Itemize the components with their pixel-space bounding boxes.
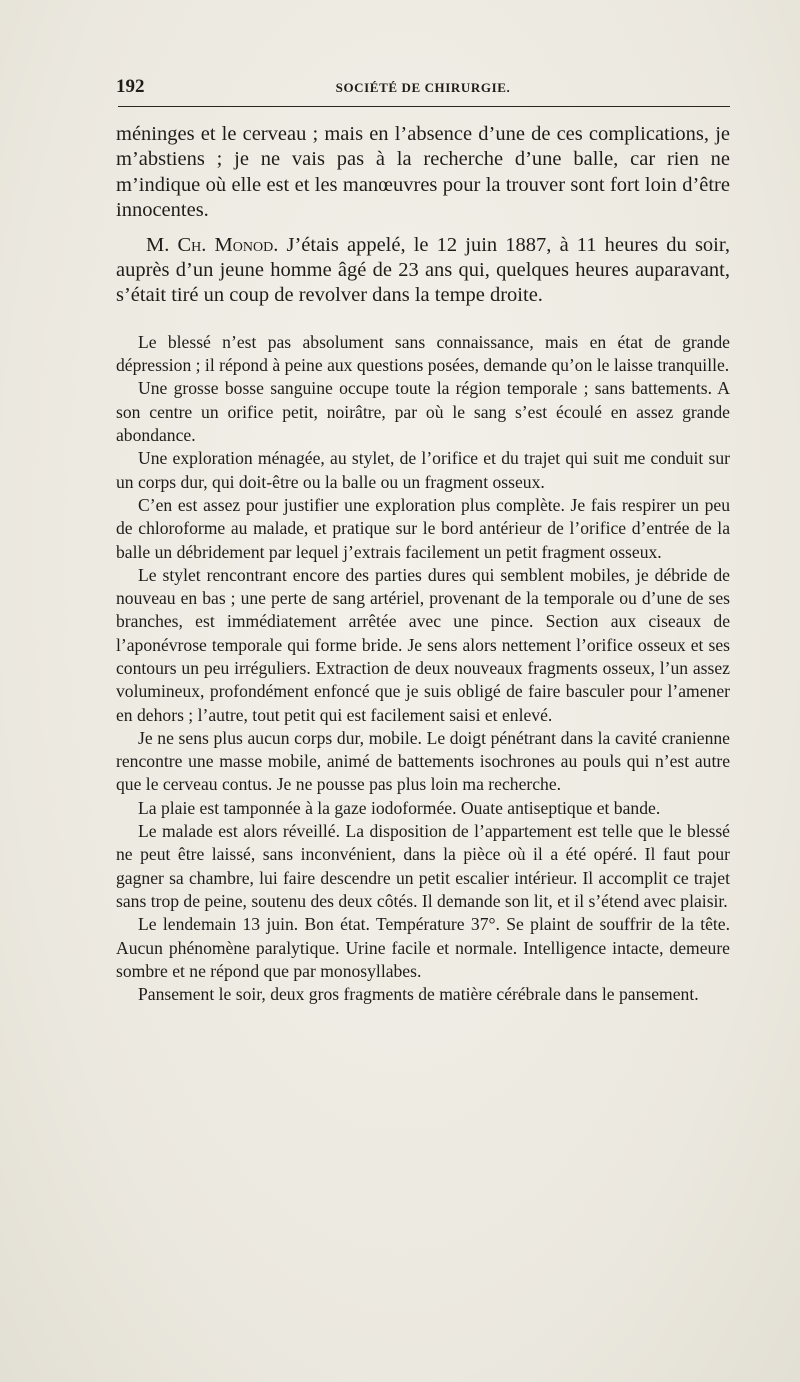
paragraph: Je ne sens plus aucun corps dur, mobile. Le doigt pénétrant dans la cavité cranienne rencontre une masse mobile, animé de battements isochrones au pouls qui n’est autre que le cerveau contus. Je ne pousse pas plus loin ma recherche. <box>116 727 730 795</box>
paragraph: La plaie est tamponnée à la gaze iodoformée. Ouate antiseptique et bande. <box>138 797 661 818</box>
paragraph: Le stylet rencontrant encore des parties dures qui semblent mobiles, je débride de nouveau en bas ; une perte de sang artériel, provenant de la temporale ou d’une de ses branches, est immédiatement arrêtée avec une pince. Section aux ciseaux de l’aponévrose temporale qui forme bride. Je sens alors nettement l’orifice osseux et ses contours un peu irréguliers. Extraction de deux nouveaux fragments osseux, l’un assez volumineux, profondément enfoncé que je suis obligé de faire basculer pour l’amener en dehors ; l’autre, tout petit qui est facilement saisi et enlevé. <box>116 564 730 725</box>
paragraph: Le malade est alors réveillé. La disposition de l’appartement est telle que le blessé ne peut être laissé, sans inconvénient, dans la pièce où il a été opéré. Il faut pour gagner sa chambre, lui faire descendre un petit escalier intérieur. Il accomplit ce trajet sans trop de peine, soutenu des deux côtés. Il demande son lit, et il s’étend avec plaisir. <box>116 821 730 911</box>
paragraph: Pansement le soir, deux gros fragments de matière cérébrale dans le pansement. <box>138 984 699 1005</box>
speaker-paragraph <box>116 233 730 309</box>
small-text-block <box>116 331 730 1007</box>
paragraph: méninges et le cerveau ; mais en l’absence d’une de ces complications, je m’abstiens ; je ne vais pas à la recherche d’une balle, car rien ne m’indique où elle est et les manœuvres pour la trouver sont fort loin d’être innocentes. <box>116 123 730 222</box>
paragraph: Une exploration ménagée, au stylet, de l’orifice et du trajet qui suit me conduit sur un corps dur, qui doit-être ou la balle ou un fragment osseux. <box>116 448 730 492</box>
paragraph: Une grosse bosse sanguine occupe toute la région temporale ; sans battements. A son centre un orifice petit, noirâtre, par où le sang s’est écoulé en assez grande abondance. <box>116 378 730 446</box>
speaker-text: J’étais appelé, le 12 juin 1887, à 11 heures du soir, auprès d’un jeune homme âgé de 23 ans qui, quelques heures auparavant, s’était tiré un coup de revolver dans la tempe droite. <box>116 233 730 307</box>
body-text <box>116 122 730 1006</box>
speaker-name: M. Ch. Monod. <box>146 233 279 256</box>
running-head: SOCIÉTÉ DE CHIRURGIE. <box>335 80 511 95</box>
page-header <box>116 76 730 104</box>
large-text-block <box>116 122 730 309</box>
paragraph: Le blessé n’est pas absolument sans connaissance, mais en état de grande dépression ; il répond à peine aux questions posées, demande qu’on le laisse tranquille. <box>116 331 730 376</box>
header-rule <box>118 106 730 107</box>
page-number: 192 <box>116 76 145 97</box>
paragraph: C’en est assez pour justifier une exploration plus complète. Je fais respirer un peu de chloroforme au malade, et pratique sur le bord antérieur de l’orifice d’entrée de la balle un débridement par lequel j’extrais facilement un petit fragment osseux. <box>116 494 730 562</box>
paragraph: Le lendemain 13 juin. Bon état. Température 37°. Se plaint de souffrir de la tête. Aucun phénomène paralytique. Urine facile et normale. Intelligence intacte, demeure sombre et ne répond que par monosyllabes. <box>116 914 730 981</box>
